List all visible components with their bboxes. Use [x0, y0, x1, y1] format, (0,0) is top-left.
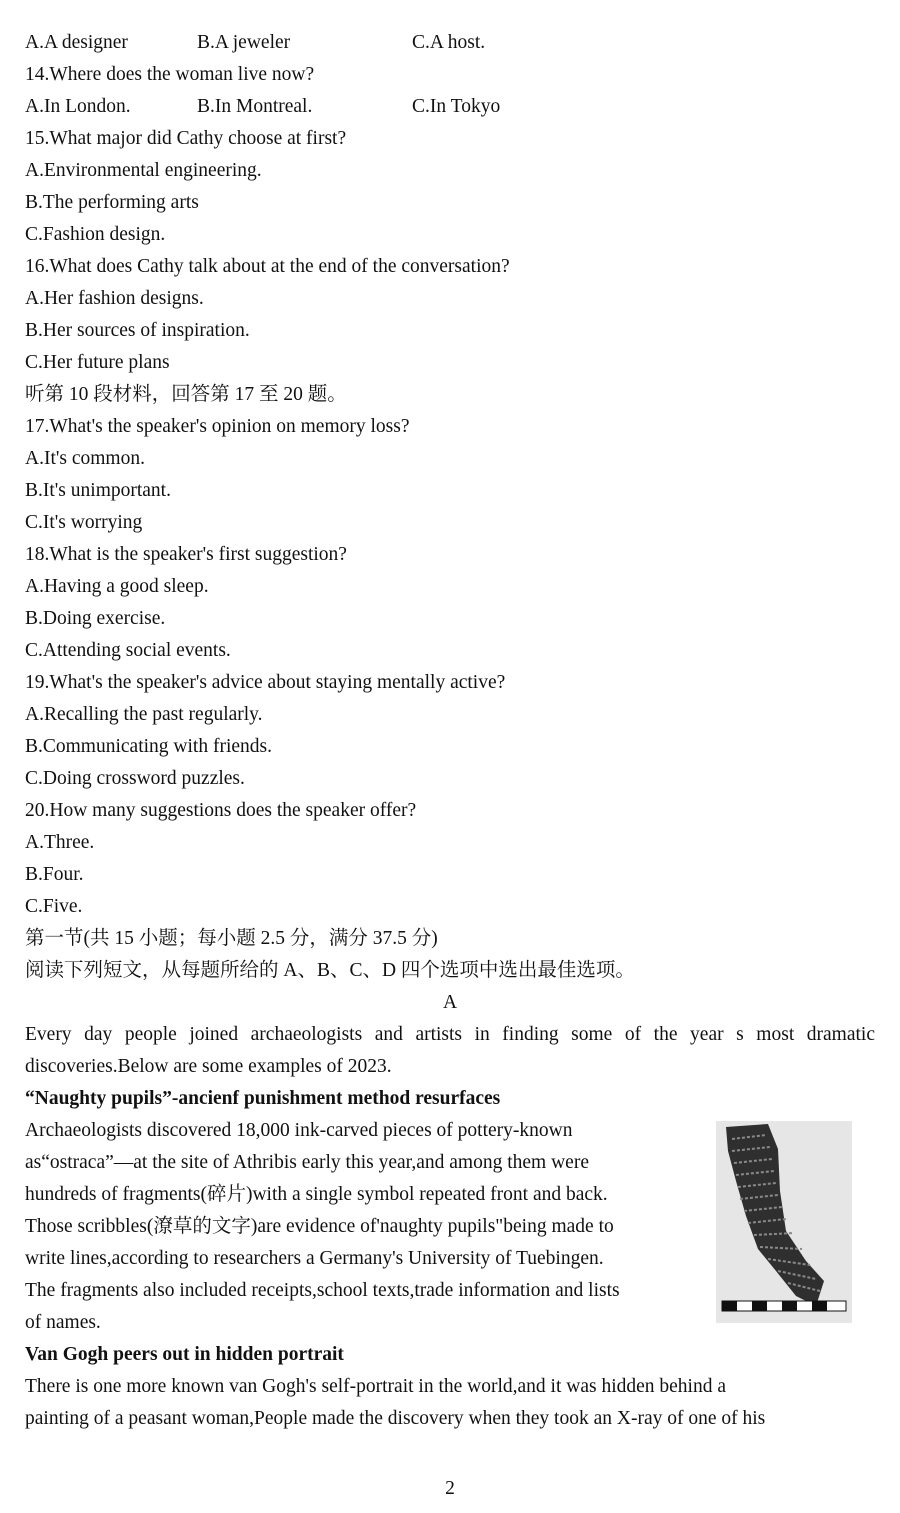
q14-option-b: B.In Montreal.	[197, 96, 313, 117]
para1-line: hundreds of fragments(碎片)with a single symbol repeated front and back.	[25, 1184, 608, 1205]
para2-line: painting of a peasant woman,People made the discovery when they took an X-ray of one of his	[25, 1408, 766, 1429]
q15-option-b: B.The performing arts	[25, 192, 199, 213]
q18-option-c: C.Attending social events.	[25, 640, 231, 661]
para2-line: There is one more known van Gogh's self-portrait in the world,and it was hidden behind a	[25, 1376, 727, 1397]
q19-option-a: A.Recalling the past regularly.	[25, 704, 263, 725]
passage-label: A	[442, 992, 458, 1013]
intro-line-2: discoveries.Below are some examples of 2023.	[25, 1056, 392, 1077]
q16-question: 16.What does Cathy talk about at the end of the conversation?	[25, 256, 510, 277]
q19-option-b: B.Communicating with friends.	[25, 736, 272, 757]
para1-line: The fragments also included receipts,school texts,trade information and lists	[25, 1280, 620, 1301]
para1-line: Archaeologists discovered 18,000 ink-carved pieces of pottery-known	[25, 1120, 573, 1141]
q20-question: 20.How many suggestions does the speaker offer?	[25, 800, 417, 821]
q18-option-b: B.Doing exercise.	[25, 608, 166, 629]
page-number: 2	[445, 1478, 455, 1499]
q14-question: 14.Where does the woman live now?	[25, 64, 315, 85]
q15-question: 15.What major did Cathy choose at first?	[25, 128, 347, 149]
q17-question: 17.What's the speaker's opinion on memory loss?	[25, 416, 410, 437]
q19-option-c: C.Doing crossword puzzles.	[25, 768, 245, 789]
ostraca-fragment-photo	[716, 1121, 852, 1323]
q14-option-a: A.In London.	[25, 96, 131, 117]
intro-line-1: Every day people joined archaeologists and artists in finding some of the year s most dramatic	[25, 1024, 875, 1045]
q13-option-c: C.A host.	[412, 32, 486, 53]
q20-option-b: B.Four.	[25, 864, 84, 885]
para1-line: write lines,according to researchers a Germany's University of Tuebingen.	[25, 1248, 604, 1269]
q13-option-b: B.A jeweler	[197, 32, 291, 53]
reading-section-header: 第一节(共 15 小题；每小题 2.5 分，满分 37.5 分)	[25, 928, 438, 949]
q18-question: 18.What is the speaker's first suggestion?	[25, 544, 347, 565]
heading-naughty-pupils: “Naughty pupils”-ancienf punishment method resurfaces	[25, 1088, 501, 1109]
q17-option-a: A.It's common.	[25, 448, 145, 469]
para1-line: of names.	[25, 1312, 101, 1333]
q15-option-a: A.Environmental engineering.	[25, 160, 262, 181]
q18-option-a: A.Having a good sleep.	[25, 576, 209, 597]
section10-instruction: 听第 10 段材料，回答第 17 至 20 题。	[25, 384, 347, 405]
q16-option-c: C.Her future plans	[25, 352, 170, 373]
q20-option-c: C.Five.	[25, 896, 83, 917]
heading-van-gogh: Van Gogh peers out in hidden portrait	[25, 1344, 344, 1365]
q20-option-a: A.Three.	[25, 832, 95, 853]
q15-option-c: C.Fashion design.	[25, 224, 166, 245]
q17-option-c: C.It's worrying	[25, 512, 143, 533]
q17-option-b: B.It's unimportant.	[25, 480, 171, 501]
q14-option-c: C.In Tokyo	[412, 96, 501, 117]
q16-option-b: B.Her sources of inspiration.	[25, 320, 250, 341]
para1-line: Those scribbles(潦草的文字)are evidence of'naughty pupils"being made to	[25, 1216, 614, 1237]
q16-option-a: A.Her fashion designs.	[25, 288, 204, 309]
reading-instruction: 阅读下列短文，从每题所给的 A、B、C、D 四个选项中选出最佳选项。	[25, 960, 635, 981]
para1-line: as“ostraca”—at the site of Athribis early this year,and among them were	[25, 1152, 589, 1173]
q13-option-a: A.A designer	[25, 32, 128, 53]
q19-question: 19.What's the speaker's advice about staying mentally active?	[25, 672, 506, 693]
